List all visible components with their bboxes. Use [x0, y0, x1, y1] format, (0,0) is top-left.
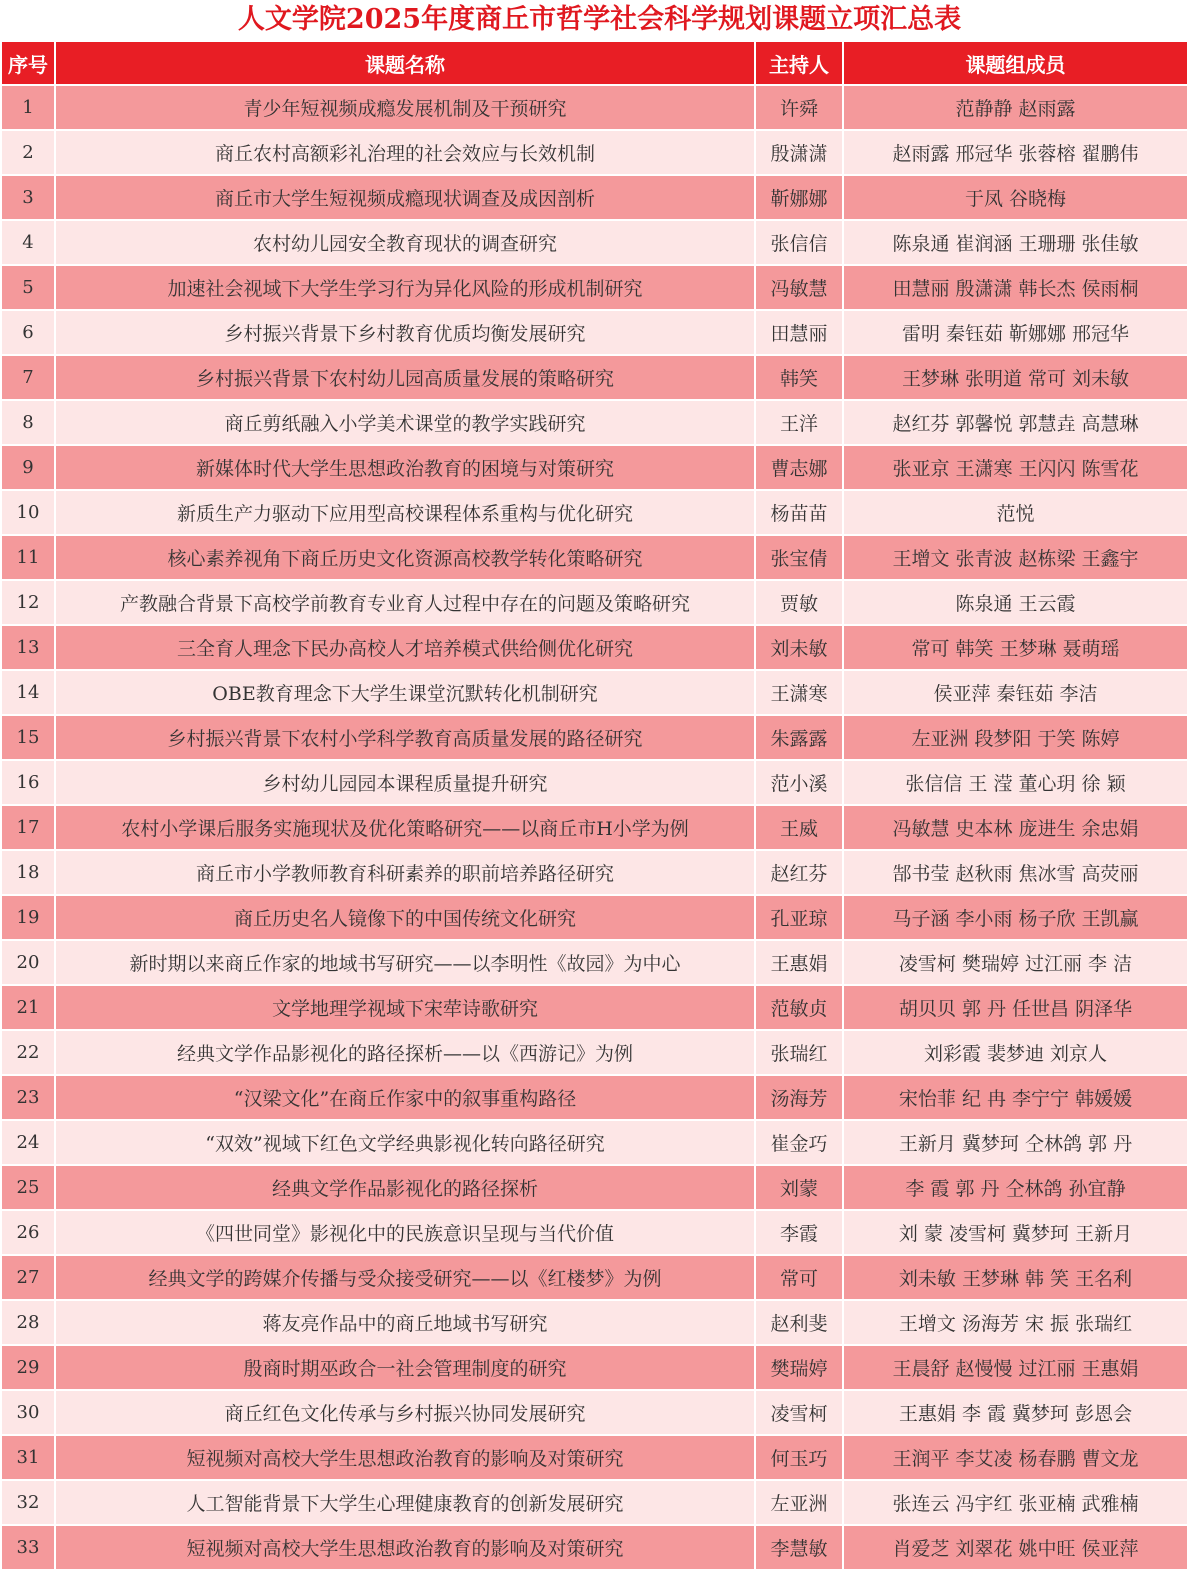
cell-host: 王洋 — [755, 400, 843, 445]
cell-host: 韩笑 — [755, 355, 843, 400]
cell-host: 田慧丽 — [755, 310, 843, 355]
table-row — [1, 1480, 1188, 1525]
cell-title: 商丘红色文化传承与乡村振兴协同发展研究 — [55, 1390, 755, 1435]
cell-title: 短视频对高校大学生思想政治教育的影响及对策研究 — [55, 1525, 755, 1570]
table-row — [1, 1075, 1188, 1120]
table-row — [1, 850, 1188, 895]
table-row — [1, 805, 1188, 850]
cell-title: 短视频对高校大学生思想政治教育的影响及对策研究 — [55, 1435, 755, 1480]
table-row — [1, 1300, 1188, 1345]
cell-no: 24 — [1, 1120, 55, 1165]
cell-title: 新时期以来商丘作家的地域书写研究——以李明性《故园》为中心 — [55, 940, 755, 985]
cell-title: 农村小学课后服务实施现状及优化策略研究——以商丘市H小学为例 — [55, 805, 755, 850]
cell-no: 15 — [1, 715, 55, 760]
cell-members: 王晨舒 赵慢慢 过江丽 王惠娟 — [843, 1345, 1188, 1390]
table-row — [1, 1030, 1188, 1075]
cell-host: 汤海芳 — [755, 1075, 843, 1120]
cell-title: 经典文学作品影视化的路径探析——以《西游记》为例 — [55, 1030, 755, 1075]
table-row — [1, 355, 1188, 400]
cell-members: 王增文 汤海芳 宋 振 张瑞红 — [843, 1300, 1188, 1345]
cell-members: 郜书莹 赵秋雨 焦冰雪 高荧丽 — [843, 850, 1188, 895]
cell-members: 李 霞 郭 丹 仝林鸽 孙宜静 — [843, 1165, 1188, 1210]
cell-members: 刘未敏 王梦琳 韩 笑 王名利 — [843, 1255, 1188, 1300]
table-row — [1, 265, 1188, 310]
table-row — [1, 985, 1188, 1030]
cell-members: 陈泉通 崔润涵 王珊珊 张佳敏 — [843, 220, 1188, 265]
table-body — [1, 85, 1188, 1570]
cell-members: 赵雨露 邢冠华 张蓉榕 翟鹏伟 — [843, 130, 1188, 175]
cell-no: 33 — [1, 1525, 55, 1570]
cell-members: 张信信 王 滢 董心玥 徐 颖 — [843, 760, 1188, 805]
project-table — [0, 40, 1189, 1571]
header-host: 主持人 — [755, 41, 843, 85]
cell-host: 王威 — [755, 805, 843, 850]
cell-no: 1 — [1, 85, 55, 130]
cell-members: 张亚京 王潇寒 王闪闪 陈雪花 — [843, 445, 1188, 490]
table-row — [1, 1435, 1188, 1480]
cell-host: 贾敏 — [755, 580, 843, 625]
cell-host: 孔亚琼 — [755, 895, 843, 940]
cell-title: “双效”视域下红色文学经典影视化转向路径研究 — [55, 1120, 755, 1165]
cell-title: 乡村幼儿园园本课程质量提升研究 — [55, 760, 755, 805]
cell-members: 王润平 李艾凌 杨春鹏 曹文龙 — [843, 1435, 1188, 1480]
table-row — [1, 715, 1188, 760]
cell-no: 11 — [1, 535, 55, 580]
table-row — [1, 220, 1188, 265]
cell-members: 于凤 谷晓梅 — [843, 175, 1188, 220]
cell-members: 范静静 赵雨露 — [843, 85, 1188, 130]
cell-no: 7 — [1, 355, 55, 400]
cell-host: 朱露露 — [755, 715, 843, 760]
cell-host: 许舜 — [755, 85, 843, 130]
cell-title: 新媒体时代大学生思想政治教育的困境与对策研究 — [55, 445, 755, 490]
table-row — [1, 940, 1188, 985]
cell-members: 宋怡菲 纪 冉 李宁宁 韩媛媛 — [843, 1075, 1188, 1120]
cell-host: 刘蒙 — [755, 1165, 843, 1210]
cell-title: “汉梁文化”在商丘作家中的叙事重构路径 — [55, 1075, 755, 1120]
cell-host: 赵利斐 — [755, 1300, 843, 1345]
cell-title: 加速社会视域下大学生学习行为异化风险的形成机制研究 — [55, 265, 755, 310]
header-no: 序号 — [1, 41, 55, 85]
table-row — [1, 445, 1188, 490]
cell-members: 雷明 秦钰茹 靳娜娜 邢冠华 — [843, 310, 1188, 355]
cell-title: 三全育人理念下民办高校人才培养模式供给侧优化研究 — [55, 625, 755, 670]
cell-members: 常可 韩笑 王梦琳 聂萌瑶 — [843, 625, 1188, 670]
cell-no: 21 — [1, 985, 55, 1030]
cell-members: 马子涵 李小雨 杨子欣 王凯赢 — [843, 895, 1188, 940]
cell-title: 文学地理学视域下宋荦诗歌研究 — [55, 985, 755, 1030]
cell-no: 5 — [1, 265, 55, 310]
table-header-row — [1, 41, 1188, 85]
cell-title: 《四世同堂》影视化中的民族意识呈现与当代价值 — [55, 1210, 755, 1255]
cell-host: 范小溪 — [755, 760, 843, 805]
cell-members: 侯亚萍 秦钰茹 李洁 — [843, 670, 1188, 715]
cell-no: 14 — [1, 670, 55, 715]
cell-host: 赵红芬 — [755, 850, 843, 895]
cell-host: 曹志娜 — [755, 445, 843, 490]
cell-no: 13 — [1, 625, 55, 670]
cell-no: 17 — [1, 805, 55, 850]
cell-no: 30 — [1, 1390, 55, 1435]
cell-no: 31 — [1, 1435, 55, 1480]
cell-no: 29 — [1, 1345, 55, 1390]
cell-no: 20 — [1, 940, 55, 985]
cell-no: 18 — [1, 850, 55, 895]
cell-members: 冯敏慧 史本林 庞进生 余忠娟 — [843, 805, 1188, 850]
cell-host: 常可 — [755, 1255, 843, 1300]
cell-no: 8 — [1, 400, 55, 445]
cell-members: 田慧丽 殷潇潇 韩长杰 侯雨桐 — [843, 265, 1188, 310]
table-row — [1, 625, 1188, 670]
cell-members: 陈泉通 王云霞 — [843, 580, 1188, 625]
cell-title: 经典文学作品影视化的路径探析 — [55, 1165, 755, 1210]
cell-title: OBE教育理念下大学生课堂沉默转化机制研究 — [55, 670, 755, 715]
table-row — [1, 760, 1188, 805]
cell-title: 商丘市小学教师教育科研素养的职前培养路径研究 — [55, 850, 755, 895]
cell-members: 王梦琳 张明道 常可 刘未敏 — [843, 355, 1188, 400]
table-row — [1, 85, 1188, 130]
cell-title: 商丘市大学生短视频成瘾现状调查及成因剖析 — [55, 175, 755, 220]
cell-host: 王惠娟 — [755, 940, 843, 985]
table-row — [1, 130, 1188, 175]
table-row — [1, 490, 1188, 535]
cell-title: 产教融合背景下高校学前教育专业育人过程中存在的问题及策略研究 — [55, 580, 755, 625]
cell-title: 蒋友亮作品中的商丘地域书写研究 — [55, 1300, 755, 1345]
cell-no: 4 — [1, 220, 55, 265]
cell-host: 张瑞红 — [755, 1030, 843, 1075]
cell-members: 凌雪柯 樊瑞婷 过江丽 李 洁 — [843, 940, 1188, 985]
cell-host: 李霞 — [755, 1210, 843, 1255]
cell-host: 李慧敏 — [755, 1525, 843, 1570]
cell-host: 凌雪柯 — [755, 1390, 843, 1435]
table-row — [1, 175, 1188, 220]
cell-no: 23 — [1, 1075, 55, 1120]
cell-members: 张连云 冯宇红 张亚楠 武雅楠 — [843, 1480, 1188, 1525]
cell-title: 商丘剪纸融入小学美术课堂的教学实践研究 — [55, 400, 755, 445]
table-row — [1, 1390, 1188, 1435]
table-row — [1, 1525, 1188, 1570]
table-row — [1, 895, 1188, 940]
cell-no: 16 — [1, 760, 55, 805]
cell-host: 冯敏慧 — [755, 265, 843, 310]
cell-members: 胡贝贝 郭 丹 任世昌 阴泽华 — [843, 985, 1188, 1030]
cell-no: 27 — [1, 1255, 55, 1300]
cell-members: 肖爱芝 刘翠花 姚中旺 侯亚萍 — [843, 1525, 1188, 1570]
cell-no: 19 — [1, 895, 55, 940]
cell-title: 乡村振兴背景下农村幼儿园高质量发展的策略研究 — [55, 355, 755, 400]
cell-no: 25 — [1, 1165, 55, 1210]
cell-members: 王新月 冀梦珂 仝林鸽 郭 丹 — [843, 1120, 1188, 1165]
cell-host: 杨苗苗 — [755, 490, 843, 535]
table-row — [1, 1345, 1188, 1390]
table-row — [1, 1120, 1188, 1165]
cell-no: 28 — [1, 1300, 55, 1345]
cell-no: 10 — [1, 490, 55, 535]
cell-no: 2 — [1, 130, 55, 175]
cell-members: 左亚洲 段梦阳 于笑 陈婷 — [843, 715, 1188, 760]
cell-host: 张宝倩 — [755, 535, 843, 580]
cell-members: 王惠娟 李 霞 冀梦珂 彭恩会 — [843, 1390, 1188, 1435]
header-title: 课题名称 — [55, 41, 755, 85]
cell-no: 26 — [1, 1210, 55, 1255]
table-row — [1, 535, 1188, 580]
cell-no: 22 — [1, 1030, 55, 1075]
cell-title: 殷商时期巫政合一社会管理制度的研究 — [55, 1345, 755, 1390]
cell-title: 商丘农村高额彩礼治理的社会效应与长效机制 — [55, 130, 755, 175]
cell-host: 刘未敏 — [755, 625, 843, 670]
cell-members: 刘 蒙 凌雪柯 冀梦珂 王新月 — [843, 1210, 1188, 1255]
cell-host: 何玉巧 — [755, 1435, 843, 1480]
table-row — [1, 1165, 1188, 1210]
cell-host: 靳娜娜 — [755, 175, 843, 220]
header-members: 课题组成员 — [843, 41, 1188, 85]
cell-no: 6 — [1, 310, 55, 355]
cell-no: 3 — [1, 175, 55, 220]
table-row — [1, 580, 1188, 625]
cell-members: 赵红芬 郭馨悦 郭慧垚 高慧琳 — [843, 400, 1188, 445]
cell-members: 王增文 张青波 赵栋梁 王鑫宇 — [843, 535, 1188, 580]
cell-host: 樊瑞婷 — [755, 1345, 843, 1390]
cell-host: 左亚洲 — [755, 1480, 843, 1525]
cell-title: 人工智能背景下大学生心理健康教育的创新发展研究 — [55, 1480, 755, 1525]
table-row — [1, 1255, 1188, 1300]
cell-title: 青少年短视频成瘾发展机制及干预研究 — [55, 85, 755, 130]
cell-members: 范悦 — [843, 490, 1188, 535]
cell-no: 9 — [1, 445, 55, 490]
table-row — [1, 670, 1188, 715]
cell-no: 32 — [1, 1480, 55, 1525]
table-row — [1, 310, 1188, 355]
cell-title: 乡村振兴背景下乡村教育优质均衡发展研究 — [55, 310, 755, 355]
cell-host: 王潇寒 — [755, 670, 843, 715]
cell-title: 农村幼儿园安全教育现状的调查研究 — [55, 220, 755, 265]
cell-title: 新质生产力驱动下应用型高校课程体系重构与优化研究 — [55, 490, 755, 535]
cell-no: 12 — [1, 580, 55, 625]
page-title: 人文学院2025年度商丘市哲学社会科学规划课题立项汇总表 — [237, 4, 962, 35]
table-row — [1, 1210, 1188, 1255]
cell-host: 崔金巧 — [755, 1120, 843, 1165]
table-row — [1, 400, 1188, 445]
cell-title: 商丘历史名人镜像下的中国传统文化研究 — [55, 895, 755, 940]
cell-host: 范敏贞 — [755, 985, 843, 1030]
cell-host: 张信信 — [755, 220, 843, 265]
cell-title: 乡村振兴背景下农村小学科学教育高质量发展的路径研究 — [55, 715, 755, 760]
cell-host: 殷潇潇 — [755, 130, 843, 175]
cell-members: 刘彩霞 裴梦迪 刘京人 — [843, 1030, 1188, 1075]
cell-title: 核心素养视角下商丘历史文化资源高校教学转化策略研究 — [55, 535, 755, 580]
cell-title: 经典文学的跨媒介传播与受众接受研究——以《红楼梦》为例 — [55, 1255, 755, 1300]
